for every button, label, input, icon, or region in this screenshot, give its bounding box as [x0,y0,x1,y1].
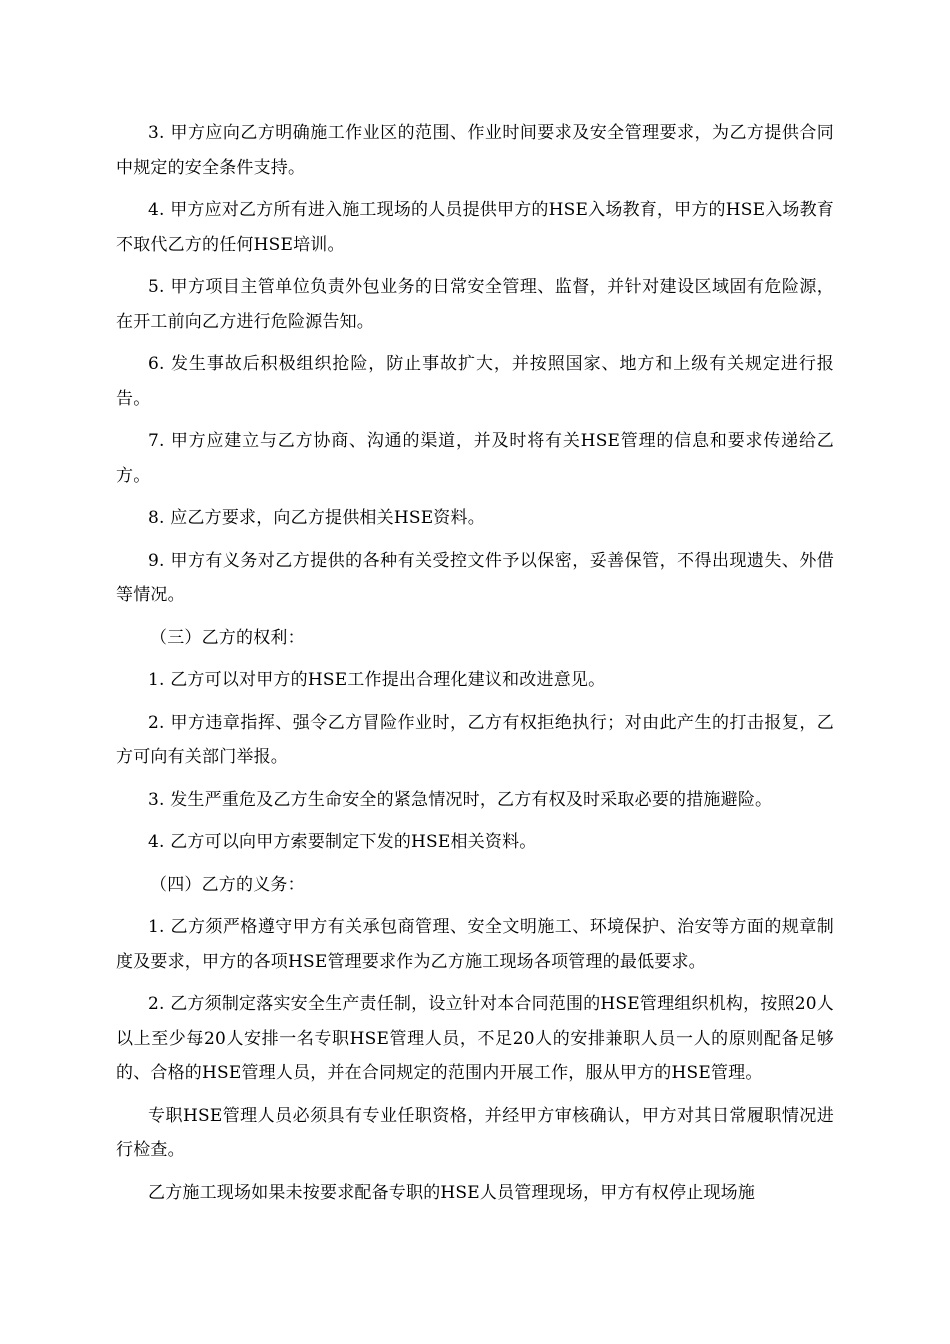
section-heading-rights: （三）乙方的权利： [150,627,305,648]
paragraph-c2: 2. 乙方须制定落实安全生产责任制，设立针对本合同范围的HSE管理组织机构，按照20人以上至少每20人安排一名专职HSE管理人员，不足20人的安排兼职人员一人的原则配备足够的、合格的HSE管理人员，并在合同规定的范围内开展工作，服从甲方的HSE管理。 [116,994,834,1083]
section-heading-duties: （四）乙方的义务： [150,874,305,895]
paragraph-a4: 4. 甲方应对乙方所有进入施工现场的人员提供甲方的HSE入场教育，甲方的HSE入场教育不取代乙方的任何HSE培训。 [116,200,834,255]
paragraph-c2-penalty: 乙方施工现场如果未按要求配备专职的HSE人员管理现场，甲方有权停止现场施 [148,1182,756,1203]
paragraph-a9: 9. 甲方有义务对乙方提供的各种有关受控文件予以保密，妥善保管，不得出现遗失、外借等情况。 [116,550,834,605]
paragraph-b2: 2. 甲方违章指挥、强令乙方冒险作业时，乙方有权拒绝执行；对由此产生的打击报复，乙方可向有关部门举报。 [116,712,834,767]
paragraph-b1: 1. 乙方可以对甲方的HSE工作提出合理化建议和改进意见。 [148,670,606,690]
paragraph-a8: 8. 应乙方要求，向乙方提供相关HSE资料。 [148,508,485,528]
paragraph-a5: 5. 甲方项目主管单位负责外包业务的日常安全管理、监督，并针对建设区域固有危险源，在开工前向乙方进行危险源告知。 [116,277,834,332]
paragraph-c1: 1. 乙方须严格遵守甲方有关承包商管理、安全文明施工、环境保护、治安等方面的规章制度及要求，甲方的各项HSE管理要求作为乙方施工现场各项管理的最低要求。 [116,917,834,972]
paragraph-a3: 3. 甲方应向乙方明确施工作业区的范围、作业时间要求及安全管理要求，为乙方提供合同中规定的安全条件支持。 [116,123,834,178]
paragraph-a6: 6. 发生事故后积极组织抢险，防止事故扩大，并按照国家、地方和上级有关规定进行报告。 [116,354,834,409]
document-page [116,116,834,1218]
paragraph-c2-note: 专职HSE管理人员必须具有专业任职资格，并经甲方审核确认，甲方对其日常履职情况进行检查。 [116,1105,834,1160]
paragraph-a7: 7. 甲方应建立与乙方协商、沟通的渠道，并及时将有关HSE管理的信息和要求传递给乙方。 [116,431,834,486]
paragraph-b4: 4. 乙方可以向甲方索要制定下发的HSE相关资料。 [148,832,537,852]
paragraph-b3: 3. 发生严重危及乙方生命安全的紧急情况时，乙方有权及时采取必要的措施避险。 [148,789,773,810]
